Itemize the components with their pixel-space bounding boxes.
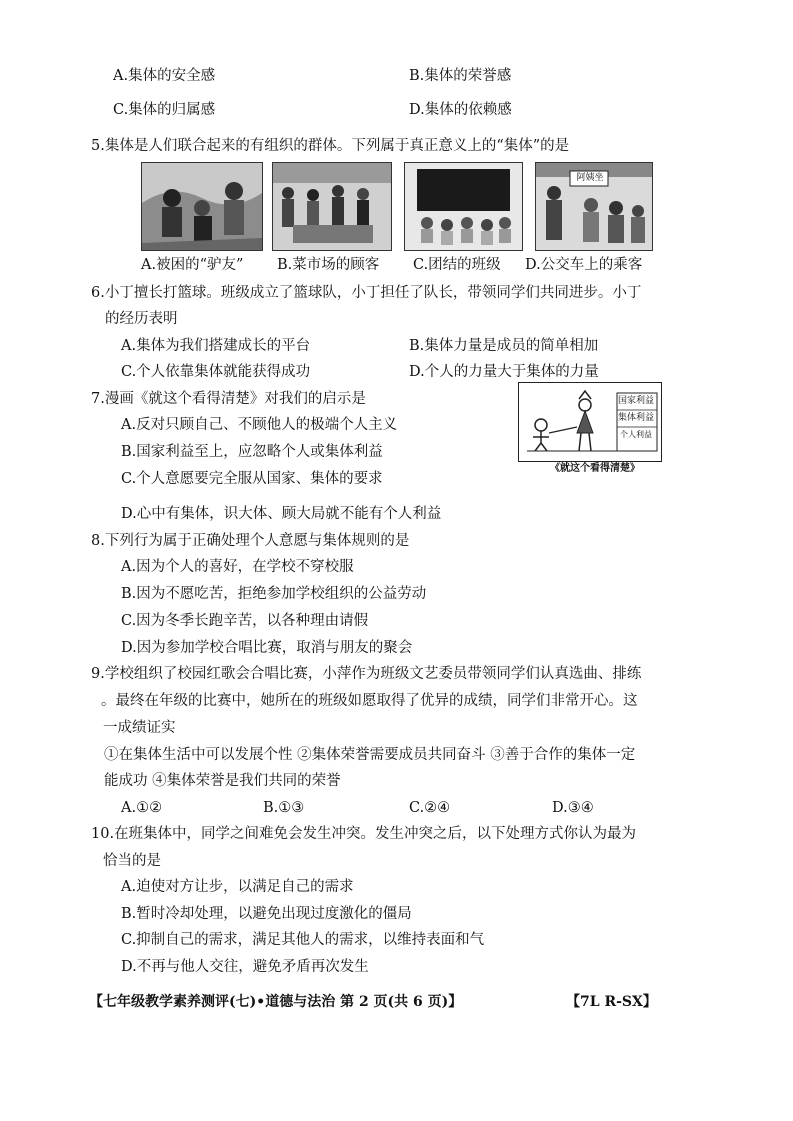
q6-option-b: B.集体力量是成员的简单相加 [409, 338, 599, 354]
q6-stem-line1: 6.小丁擅长打篮球。班级成立了篮球队，小丁担任了队长，带领同学们共同进步。小丁 [91, 285, 642, 301]
q7-option-a: A.反对只顾自己、不顾他人的极端个人主义 [121, 417, 398, 433]
q9-option-c: C.②④ [409, 800, 451, 816]
q9-option-a: A.①② [121, 800, 163, 816]
q9-stem-line3: 一成绩证实 [103, 720, 176, 736]
q4-option-c: C.集体的归属感 [113, 102, 216, 118]
q5-image-d [535, 162, 653, 251]
q8-stem: 8.下列行为属于正确处理个人意愿与集体规则的是 [91, 533, 410, 549]
united-class-illustration [405, 163, 522, 250]
q5-caption-d: D.公交车上的乘客 [525, 257, 643, 273]
q9-option-b: B.①③ [263, 800, 305, 816]
q4-option-d: D.集体的依赖感 [409, 102, 512, 118]
q9-stem-line1: 9.学校组织了校园红歌会合唱比赛，小萍作为班级文艺委员带领同学们认真选曲、排练 [91, 666, 642, 682]
q5-stem: 5.集体是人们联合起来的有组织的群体。下列属于真正意义上的“集体”的是 [91, 138, 570, 154]
q7-option-c: C.个人意愿要完全服从国家、集体的要求 [121, 471, 383, 487]
q7-option-b: B.国家利益至上，应忽略个人或集体利益 [121, 444, 383, 460]
q9-items-line2: 能成功 ④集体荣誉是我们共同的荣誉 [104, 773, 341, 789]
q9-option-d: D.③④ [552, 800, 594, 816]
q7-stem: 7.漫画《就这个看得清楚》对我们的启示是 [91, 391, 366, 407]
q8-option-b: B.因为不愿吃苦，拒绝参加学校组织的公益劳动 [121, 586, 427, 602]
q8-option-c: C.因为冬季长跑辛苦，以各种理由请假 [121, 613, 369, 629]
q8-option-a: A.因为个人的喜好，在学校不穿校服 [121, 559, 354, 575]
q10-option-a: A.迫使对方让步，以满足自己的需求 [121, 879, 354, 895]
q5-caption-c: C.团结的班级 [413, 257, 501, 273]
q10-option-c: C.抑制自己的需求，满足其他人的需求，以维持表面和气 [121, 932, 485, 948]
footer-page-info: 【七年级教学素养测评(七)•道德与法治 第 2 页(共 6 页)】 [89, 994, 463, 1010]
market-customers-illustration [273, 163, 391, 250]
q9-stem-line2: 。最终在年级的比赛中，她所在的班级如愿取得了优异的成绩，同学们非常开心。这 [101, 693, 638, 709]
footer-code: 【7L R-SX】 [566, 994, 657, 1010]
q5-caption-b: B.菜市场的顾客 [277, 257, 380, 273]
chart-label-collective: 集体利益 [618, 413, 655, 423]
chart-label-personal: 个人利益 [620, 430, 652, 439]
q9-items-line1: ①在集体生活中可以发展个性 ②集体荣誉需要成员共同奋斗 ③善于合作的集体一定 [104, 747, 636, 763]
chart-label-national: 国家利益 [618, 396, 655, 406]
q7-cartoon-caption: 《就这个看得清楚》 [550, 463, 640, 474]
q6-stem-line2: 的经历表明 [105, 311, 178, 327]
q6-option-c: C.个人依靠集体就能获得成功 [121, 364, 311, 380]
q7-option-d: D.心中有集体，识大体、顾大局就不能有个人利益 [121, 506, 442, 522]
q8-option-d: D.因为参加学校合唱比赛，取消与朋友的聚会 [121, 640, 413, 656]
stranded-hikers-illustration [142, 163, 262, 250]
q5-caption-a: A.被困的“驴友” [141, 257, 244, 273]
q4-option-a: A.集体的安全感 [113, 68, 216, 84]
q10-option-d: D.不再与他人交往，避免矛盾再次发生 [121, 959, 369, 975]
q10-stem-line1: 10.在班集体中，同学之间难免会发生冲突。发生冲突之后，以下处理方式你认为最为 [91, 826, 637, 842]
q5-image-b [272, 162, 392, 251]
q7-cartoon [518, 382, 662, 462]
q10-stem-line2: 恰当的是 [103, 853, 161, 869]
q5-image-c [404, 162, 523, 251]
q6-option-d: D.个人的力量大于集体的力量 [409, 364, 599, 380]
bus-sign: 阿姨坐 [576, 173, 604, 183]
q4-option-b: B.集体的荣誉感 [409, 68, 512, 84]
q10-option-b: B.暂时冷却处理，以避免出现过度激化的僵局 [121, 906, 412, 922]
q5-image-a [141, 162, 263, 251]
q6-option-a: A.集体为我们搭建成长的平台 [121, 338, 311, 354]
